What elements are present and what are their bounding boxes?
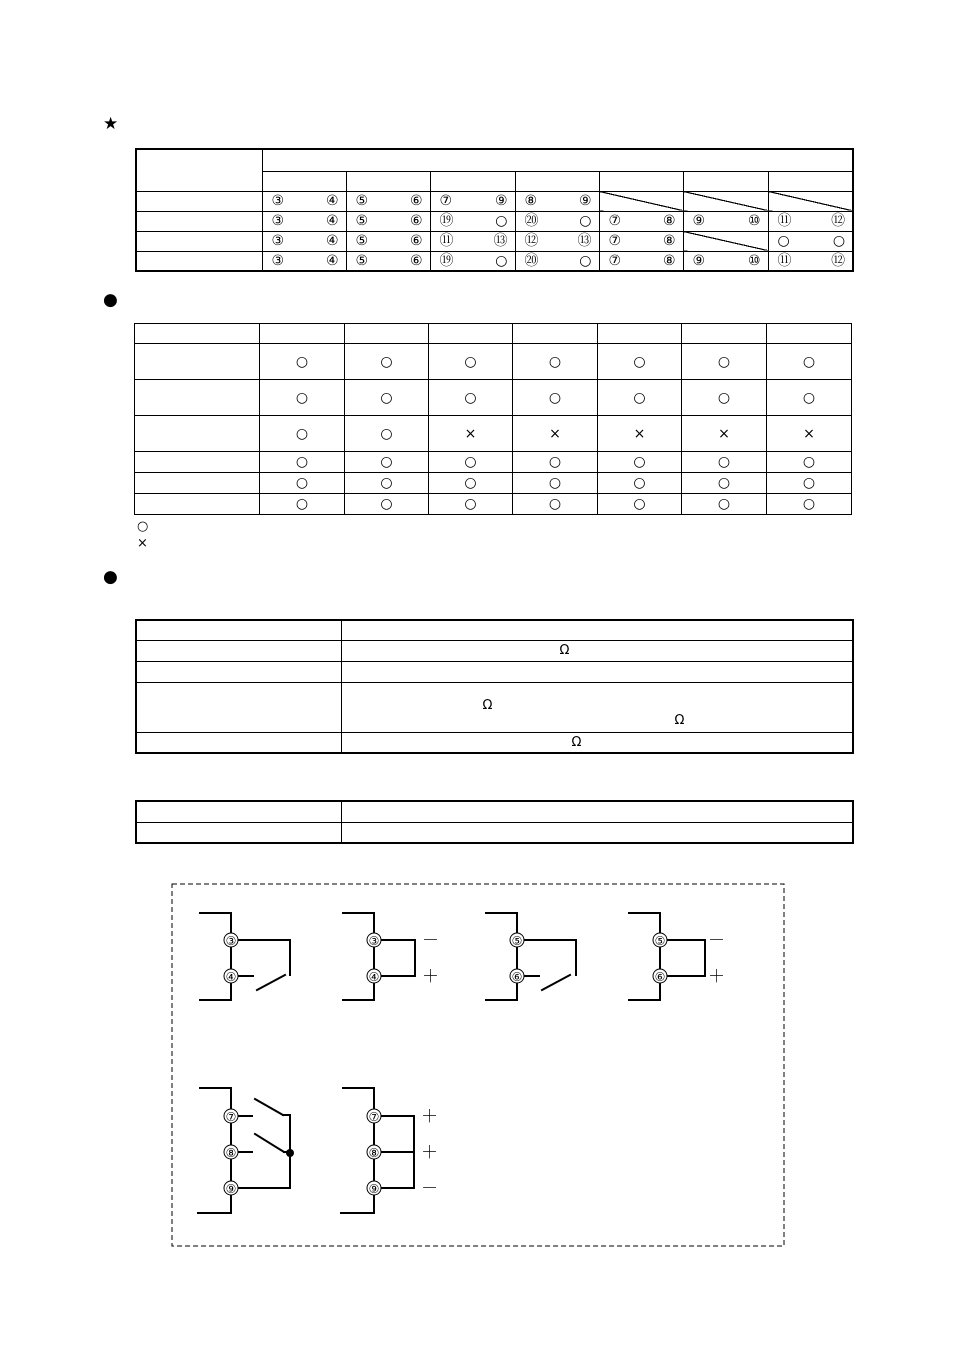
terminal-label: ③ — [368, 934, 380, 948]
terminal-cell: ③ ④ — [262, 191, 346, 211]
terminal-label: ⑧ — [368, 1146, 380, 1160]
terminal-cell: ⑪ ⑫ — [768, 251, 853, 271]
terminal-cell: ⑨ ⑩ — [683, 211, 768, 231]
omega-symbol: Ω — [559, 642, 570, 658]
plus-sign: ＋ — [422, 967, 439, 987]
terminal-cell: ⑪ ⑫ — [768, 211, 853, 231]
terminal-label: ⑦ — [368, 1110, 380, 1124]
diagram-frame — [172, 884, 784, 1246]
table-row: ○ ○ ○ ○ ○ ○ ○ — [135, 380, 852, 416]
terminal-cell: ③ ④ — [262, 251, 346, 271]
terminal-cell: ⑦ ⑨ — [430, 191, 515, 211]
terminal-cell: ⑫ ⑬ — [515, 231, 599, 251]
terminal-label: ⑤ — [654, 934, 666, 948]
legend-circle: ○ — [137, 519, 149, 534]
terminal-cell: ⑦ ⑧ — [599, 231, 683, 251]
terminal-label: ④ — [225, 970, 237, 984]
power-diagram-5-6 — [629, 913, 705, 1000]
plus-sign: ＋ — [421, 1143, 438, 1163]
terminal-cell: ⑳ ○ — [515, 211, 599, 231]
junction-dot — [286, 1149, 294, 1157]
terminal-cell: ⑤ ⑥ — [346, 251, 430, 271]
terminal-cell: ⑲ ○ — [430, 251, 515, 271]
terminal-label: ⑤ — [511, 934, 523, 948]
table-row: ○ ○ × × × × × — [135, 416, 852, 452]
terminal-cell: ⑤ ⑥ — [346, 191, 430, 211]
terminal-label: ⑥ — [654, 970, 666, 984]
terminal-cell: ③ ④ — [262, 211, 346, 231]
power-diagram-3-4 — [343, 913, 415, 1000]
omega-symbol: Ω — [571, 734, 582, 750]
terminal-cell: ⑳ ○ — [515, 251, 599, 271]
legend-cross: × — [137, 536, 148, 551]
terminal-cell: ⑦ ⑧ — [599, 251, 683, 271]
contact-diagram-3-4 — [200, 913, 290, 1000]
terminal-cell: ⑤ ⑥ — [346, 231, 430, 251]
terminal-cell: ⑦ ⑧ — [599, 211, 683, 231]
terminal-label: ⑦ — [225, 1110, 237, 1124]
bullet-icon: ● — [103, 567, 118, 587]
table-row: ○ ○ ○ ○ ○ ○ ○ — [135, 344, 852, 380]
omega-symbol: Ω — [674, 712, 685, 728]
minus-sign: － — [422, 931, 439, 951]
terminal-cell: ○ ○ — [768, 231, 853, 251]
terminal-label: ⑨ — [368, 1182, 380, 1196]
minus-sign: － — [421, 1179, 438, 1199]
bullet-icon: ● — [103, 290, 118, 310]
plus-sign: ＋ — [421, 1107, 438, 1127]
terminal-cell: ⑲ ○ — [430, 211, 515, 231]
contact-diagram-5-6 — [486, 913, 576, 1000]
terminal-label: ③ — [225, 934, 237, 948]
terminal-label: ④ — [368, 970, 380, 984]
omega-symbol: Ω — [482, 697, 493, 713]
star-icon: ★ — [103, 114, 119, 134]
terminal-cell: ⑤ ⑥ — [346, 211, 430, 231]
table-row: ○ ○ ○ ○ ○ ○ ○ — [135, 452, 852, 473]
terminal-label: ⑨ — [225, 1182, 237, 1196]
minus-sign: － — [708, 931, 725, 951]
table-row: ○ ○ ○ ○ ○ ○ ○ — [135, 494, 852, 515]
plus-sign: ＋ — [708, 967, 725, 987]
terminal-label: ⑥ — [511, 970, 523, 984]
table-row: ○ ○ ○ ○ ○ ○ ○ — [135, 473, 852, 494]
terminal-cell: ⑨ ⑩ — [683, 251, 768, 271]
terminal-label: ⑧ — [225, 1146, 237, 1160]
contact-diagram-7-8-9 — [198, 1088, 290, 1213]
terminal-cell: ⑪ ⑬ — [430, 231, 515, 251]
terminal-cell: ⑧ ⑨ — [515, 191, 599, 211]
terminal-cell: ③ ④ — [262, 231, 346, 251]
